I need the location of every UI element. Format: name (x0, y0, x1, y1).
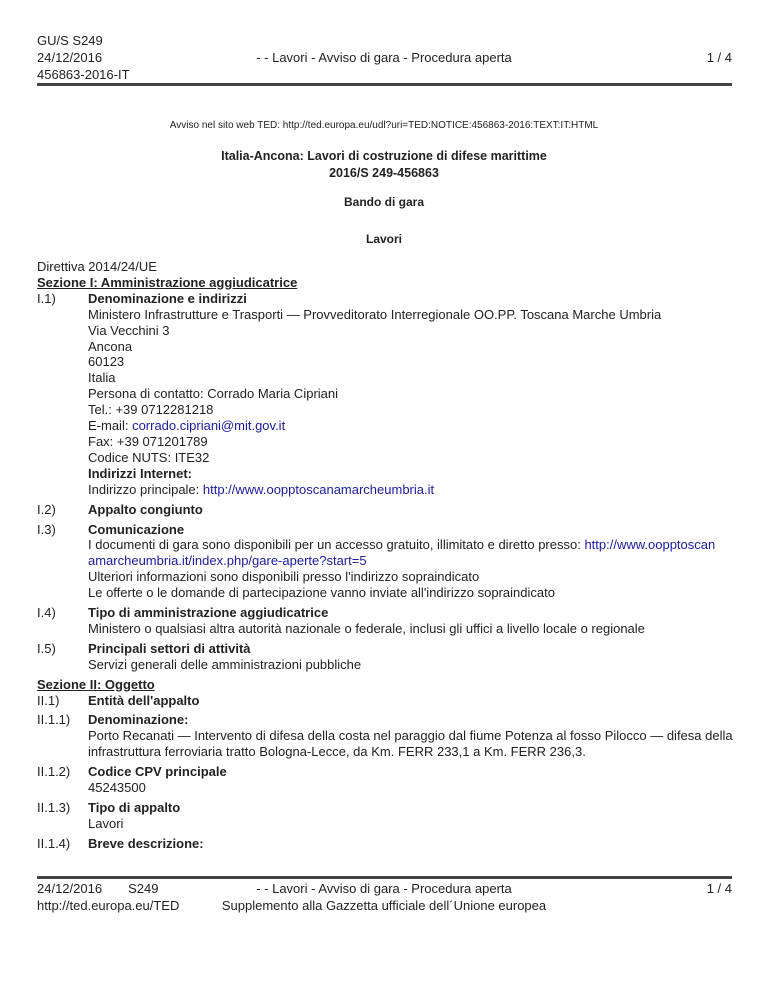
footer-rule (37, 876, 732, 879)
header-id: 456863-2016-IT (37, 67, 130, 82)
item-number: II.1) (37, 692, 60, 708)
section-1-title: Sezione I: Amministrazione aggiudicatrice (37, 274, 298, 290)
item-number: II.1.1) (37, 712, 71, 728)
footer-meta (37, 880, 187, 914)
notice-title (0, 148, 768, 181)
directive: Direttiva 2014/24/UE (37, 259, 157, 274)
phone: Tel.: +39 0712281218 (88, 402, 214, 418)
footer-center (190, 880, 578, 914)
header-date: 24/12/2016 (37, 50, 103, 65)
item-number: I.5) (37, 640, 56, 656)
item-text: 45243500 (88, 780, 146, 796)
item-number: II.1.3) (37, 800, 71, 815)
main-address-line (88, 482, 733, 498)
item-heading: Denominazione: (88, 712, 189, 728)
item-number: I.3) (37, 521, 56, 537)
header-meta (37, 32, 177, 83)
header-page: 1 / 4 (706, 50, 732, 65)
item-number: I.2) (37, 501, 56, 517)
notice-type: Bando di gara (343, 195, 424, 209)
email-line (88, 418, 733, 434)
item-heading: Principali settori di attività (88, 640, 251, 656)
item-i14 (37, 605, 737, 637)
item-ii112 (37, 764, 737, 796)
item-heading: Entità dell'appalto (88, 692, 200, 708)
fax: Fax: +39 071201789 (88, 433, 208, 449)
item-number: I.4) (37, 605, 56, 621)
header-rule (37, 83, 732, 86)
contact-person: Persona di contatto: Corrado Maria Cipriani (88, 386, 339, 402)
item-i12 (37, 502, 737, 518)
footer-url[interactable]: http://ted.europa.eu/TED (37, 898, 180, 913)
item-ii111 (37, 712, 737, 760)
ted-link[interactable]: Avviso nel sito web TED: http://ted.europa.eu/udl?uri=TED:NOTICE:456863-2016:TEXT:IT:HTML (169, 120, 599, 131)
email-link[interactable]: corrado.cipriani@mit.gov.it (132, 418, 286, 434)
address: Via Vecchini 3 (88, 322, 170, 338)
header-title: - - Lavori - Avviso di gara - Procedura aperta (256, 50, 512, 65)
item-heading: Breve descrizione: (88, 835, 204, 851)
info-line: Ulteriori informazioni sono disponibili presso l'indirizzo sopraindicato (88, 569, 480, 585)
item-text: Porto Recanati — Intervento di difesa della costa nel paraggio dal fiume Potenza al fosso Pilocco — difesa della infrastruttura ferroviaria tratto Bologna-Lecce, da Km. FERR 233,1 a Km. FERR 236,3. (88, 728, 733, 760)
title-ref: 2016/S 249-456863 (329, 165, 439, 180)
section-2-title: Sezione II: Oggetto (37, 676, 155, 692)
item-heading: Tipo di appalto (88, 800, 181, 815)
footer-supplement: Supplemento alla Gazzetta ufficiale dell´Unione europea (221, 898, 547, 913)
item-text: Servizi generali delle amministrazioni pubbliche (88, 656, 362, 672)
nuts-code: Codice NUTS: ITE32 (88, 449, 210, 465)
item-ii113 (37, 800, 737, 832)
documents-link[interactable]: http://www.oopptoscanamarcheumbria.it/index.php/gare-aperte?start=5 (88, 537, 716, 569)
item-number: II.1.4) (37, 835, 71, 851)
main-address-label: Indirizzo principale: (88, 481, 203, 497)
item-number: II.1.2) (37, 764, 71, 780)
header-gu: GU/S S249 (37, 33, 103, 48)
item-text: Ministero o qualsiasi altra autorità nazionale o federale, inclusi gli uffici a livello locale o regionale (88, 620, 645, 636)
main-address-link[interactable]: http://www.oopptoscanamarcheumbria.it (202, 481, 435, 497)
item-heading: Tipo di amministrazione aggiudicatrice (88, 605, 329, 621)
item-number: I.1) (37, 290, 56, 306)
item-heading: Appalto congiunto (88, 501, 203, 517)
country: Italia (88, 370, 116, 386)
internet-heading: Indirizzi Internet: (88, 465, 192, 481)
footer-title: - - Lavori - Avviso di gara - Procedura aperta (256, 881, 512, 896)
item-heading: Codice CPV principale (88, 764, 227, 780)
email-label: E-mail: (88, 418, 133, 434)
documents-text: I documenti di gara sono disponibili per un accesso gratuito, illimitato e diretto presso: (88, 537, 585, 553)
item-heading: Denominazione e indirizzi (88, 290, 247, 306)
item-ii11 (37, 693, 737, 709)
documents-line (88, 537, 717, 569)
title-line: Italia-Ancona: Lavori di costruzione di difese marittime (221, 149, 547, 163)
item-ii114 (37, 836, 737, 852)
document-body (37, 259, 737, 852)
offers-line: Le offerte o le domande di partecipazione vanno inviate all'indirizzo sopraindicato (88, 585, 555, 601)
notice-category: Lavori (365, 232, 402, 246)
item-i13 (37, 522, 737, 602)
item-text: Lavori (88, 815, 124, 831)
item-heading: Comunicazione (88, 521, 185, 537)
item-i15 (37, 641, 737, 673)
item-i11 (37, 291, 737, 498)
city: Ancona (88, 338, 133, 354)
footer-page: 1 / 4 (706, 881, 732, 896)
footer-issue: S249 (128, 881, 159, 896)
postcode: 60123 (88, 354, 125, 370)
footer-date: 24/12/2016 (37, 881, 103, 896)
org-name: Ministero Infrastrutture e Trasporti — Provveditorato Interregionale OO.PP. Toscana Marche Umbria (88, 306, 662, 322)
